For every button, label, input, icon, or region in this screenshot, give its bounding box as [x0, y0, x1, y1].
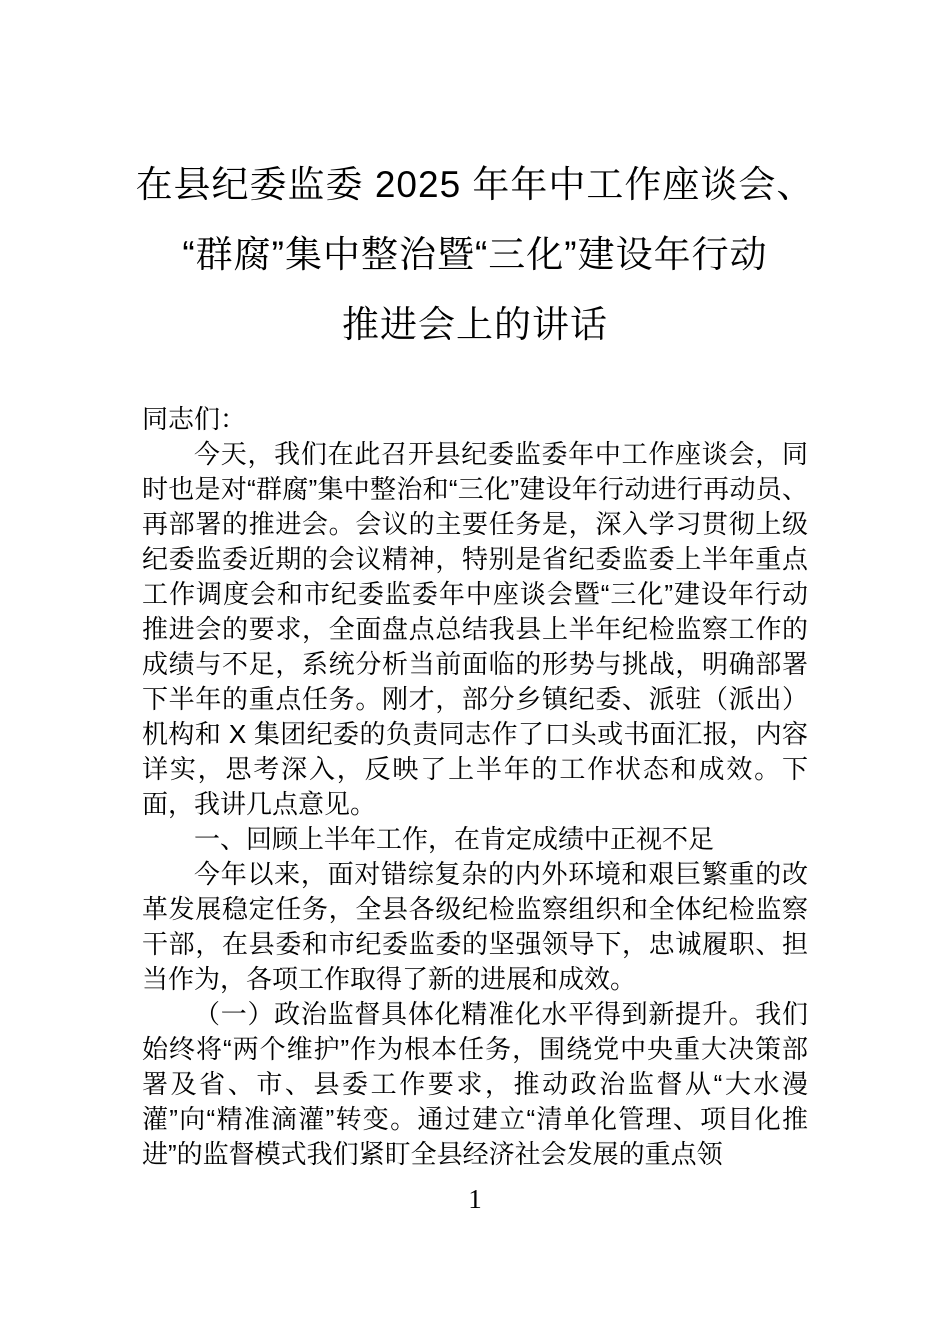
section-heading-1: 一、回顾上半年工作，在肯定成绩中正视不足 [194, 824, 715, 854]
title-line-1: 在县纪委监委 2025 年年中工作座谈会、 [135, 164, 815, 205]
paragraph-intro: 今天，我们在此召开县纪委监委年中工作座谈会，同时也是对“群腐”集中整治和“三化”建设年行动进行再动员、再部署的推进会。会议的主要任务是，深入学习贯彻上级纪委监委近期的会议精神，特别是省纪委监委上半年重点工作调度会和市纪委监委年中座谈会暨“三化”建设年行动推进会的要求，全面盘点总结我县上半年纪检监察工作的成绩与不足，系统分析当前面临的形势与挑战，明确部署下半年的重点任务。刚才，部分乡镇纪委、派驻（派出）机构和 X 集团纪委的负责同志作了口头或书面汇报，内容详实，思考深入，反映了上半年的工作状态和成效。下面，我讲几点意见。 [142, 439, 808, 819]
title-line-2: “群腐”集中整治暨“三化”建设年行动 [182, 234, 768, 275]
paragraph-point-1: （一）政治监督具体化精准化水平得到新提升。我们始终将“两个维护”作为根本任务，围绕党中央重大决策部署及省、市、县委工作要求，推动政治监督从“大水漫灌”向“精准滴灌”转变。通过建立“清单化管理、项目化推进”的监督模式我们紧盯全县经济社会发展的重点领 [142, 999, 808, 1169]
title-line-3: 推进会上的讲话 [342, 304, 608, 345]
page-number: 1 [468, 1184, 482, 1214]
paragraph-overview: 今年以来，面对错综复杂的内外环境和艰巨繁重的改革发展稳定任务，全县各级纪检监察组织和全体纪检监察干部，在县委和市纪委监委的坚强领导下，忠诚履职、担当作为，各项工作取得了新的进展和成效。 [142, 859, 808, 994]
document-body [142, 402, 808, 1172]
salutation: 同志们： [142, 404, 247, 434]
document-title [75, 150, 875, 360]
